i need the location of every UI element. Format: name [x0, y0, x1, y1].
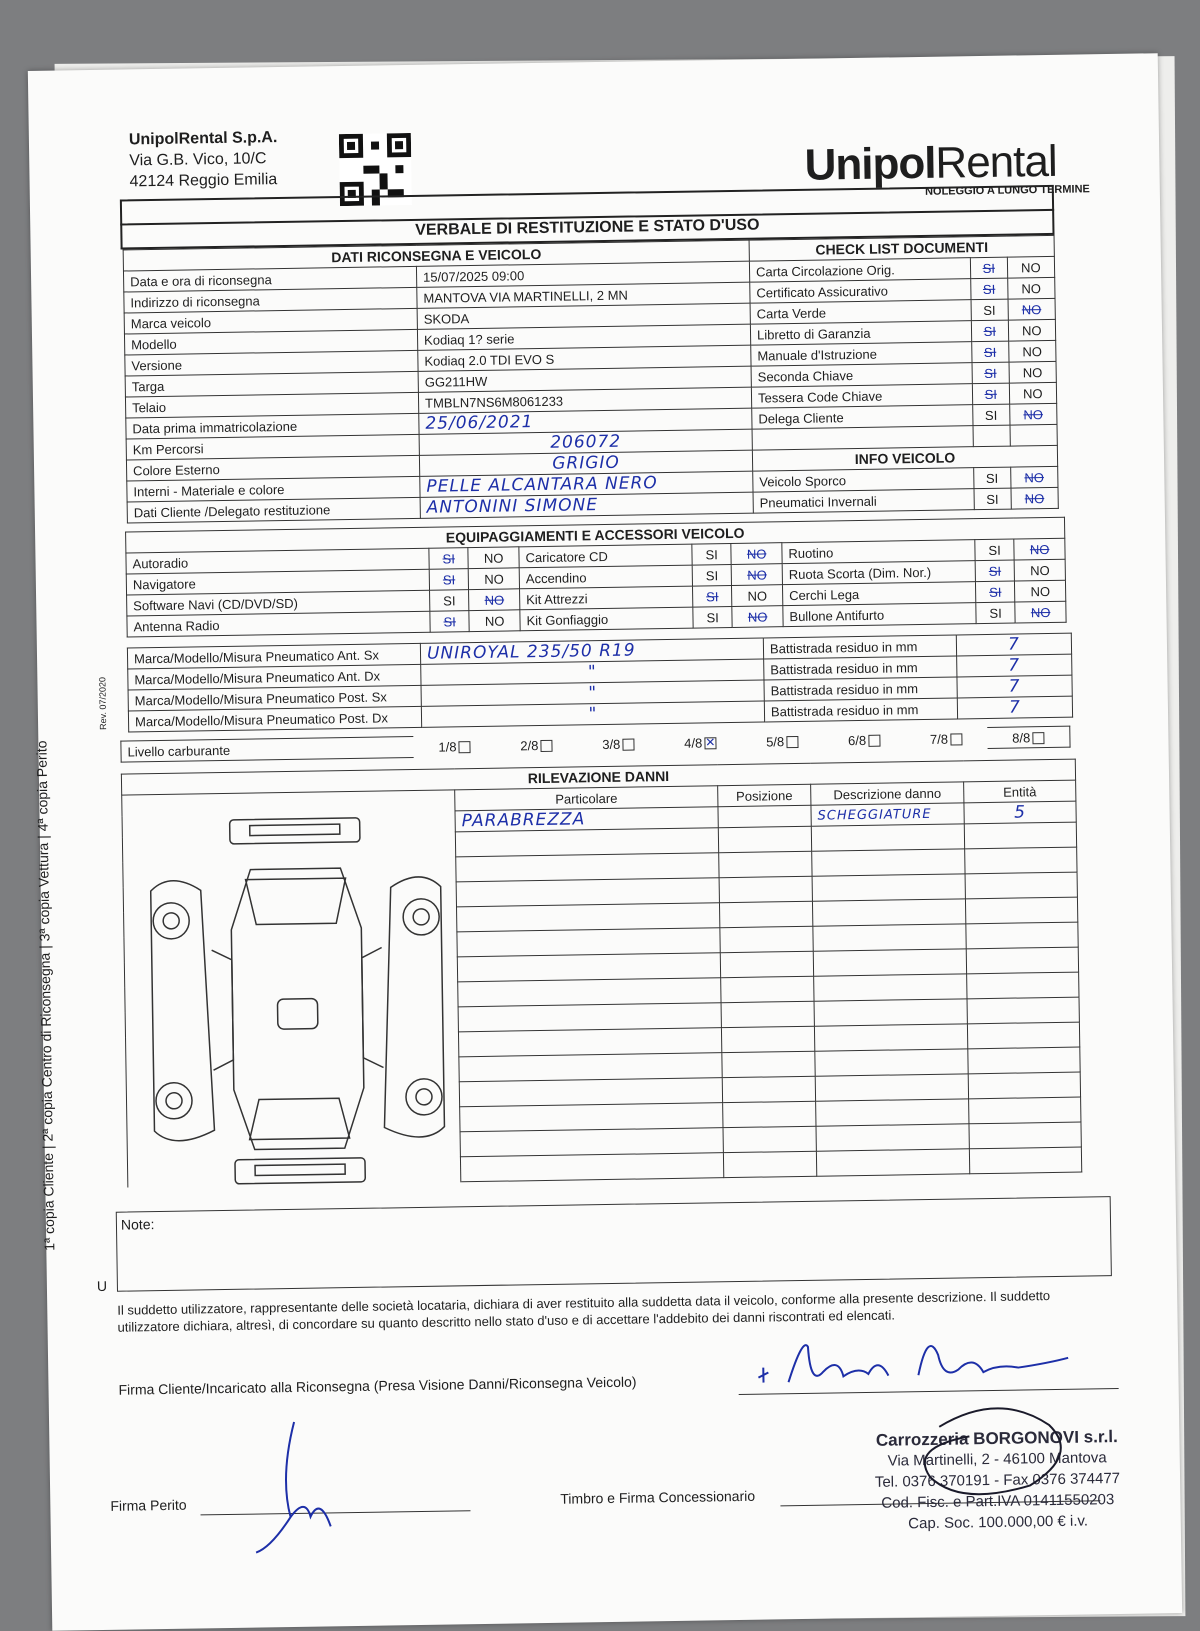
stamp-cap: Cap. Soc. 100.000,00 € i.v.: [908, 1512, 1089, 1533]
danni-header: RILEVAZIONE DANNI: [121, 759, 1075, 795]
equip-header: EQUIPAGGIAMENTI E ACCESSORI VEICOLO: [126, 517, 1065, 553]
logo-tagline: NOLEGGIO A LUNGO TERMINE: [924, 183, 1090, 198]
car-damage-diagram-icon: [129, 806, 465, 1201]
table-row: Marca/Modello/Misura Pneumatico Ant. Dx " Battistrada residuo in mm 7: [128, 654, 1072, 690]
company-address-line2: 42124 Reggio Emilia: [129, 171, 278, 191]
dati-checklist-table: [123, 235, 1059, 524]
perito-signature-label: Firma Perito: [110, 1496, 187, 1514]
checkbox-icon: [622, 739, 634, 751]
table-row: PARABREZZA SCHEGGIATURE 5: [122, 801, 1076, 837]
table-row: Targa GG211HW Seconda Chiave SI NO: [125, 361, 1056, 397]
checkbox-icon: [950, 733, 962, 745]
table-row: Data e ora di riconsegna 15/07/2025 09:00 Carta Circolazione Orig. SI NO: [123, 256, 1054, 292]
revision-label: Rev. 07/2020: [97, 676, 109, 730]
stamp-address: Via Martinelli, 2 - 46100 Mantova: [887, 1449, 1107, 1470]
unipolrental-logo: UnipolRental NOLEGGIO A LUNGO TERMINE: [804, 136, 1090, 198]
checkbox-icon: [868, 735, 880, 747]
dati-header: DATI RICONSEGNA E VEICOLO: [123, 240, 749, 271]
checkbox-icon: [540, 740, 552, 752]
pneumatici-table: [127, 633, 1073, 733]
table-row: Dati Cliente /Delegato restituzione ANTONINI SIMONE Pneumatici Invernali SI NO: [127, 487, 1058, 523]
document-sheet: [28, 53, 1182, 1631]
stamp-signature-icon: [879, 1394, 1121, 1508]
client-signature-icon: [748, 1323, 1079, 1398]
table-row: Versione Kodiaq 2.0 TDI EVO S Manuale d'Istruzione SI NO: [125, 340, 1056, 376]
carburante-table: [120, 726, 1070, 763]
table-row: Colore Esterno GRIGIO INFO VEICOLO: [126, 445, 1057, 481]
table-row: Km Percorsi 206072: [126, 424, 1057, 460]
document-title: VERBALE DI RESTITUZIONE E STATO D'USO: [120, 209, 1054, 250]
checkbox-icon: [1032, 732, 1044, 744]
dealer-signature-label: Timbro e Firma Concessionario: [560, 1487, 756, 1507]
checkbox-icon: [786, 736, 798, 748]
stamp-name: Carrozzeria BORGONOVI s.r.l.: [875, 1427, 1118, 1450]
danni-table: RILEVAZIONE DANNI Particolare Posizione Descrizione danno Entità PARABREZZA SCHEGGIATURE 5: [121, 759, 1082, 1188]
table-row: Data prima immatricolazione 25/06/2021 Delega Cliente SI NO: [126, 403, 1057, 439]
declaration-text: Il suddetto utilizzatore, rappresentante delle società locataria, dichiara di aver restituito alla suddetta data il veicolo, conforme alla presente descrizione. Il suddetto utilizzatore dichiara, altresì, di concordare su quanto descritto nello stato d'uso e di accettare l'addebito dei danni riscontrati ed elencati.: [117, 1288, 1051, 1335]
table-row: Telaio TMBLN7NS6M8061233 Tessera Code Chiave SI NO: [125, 382, 1056, 418]
checklist-header: CHECK LIST DOCUMENTI: [749, 235, 1054, 261]
notes-box: [116, 1196, 1112, 1292]
table-row: Antenna Radio SI NO Kit Gonfiaggio SI NO Bullone Antifurto SI NO: [127, 601, 1066, 637]
table-row: Interni - Materiale e colore PELLE ALCANTARA NERO Veicolo Sporco SI NO: [127, 466, 1058, 502]
corner-mark: U: [96, 1277, 108, 1295]
stamp-tel: Tel. 0376 370191 - Fax 0376 374477: [874, 1469, 1121, 1491]
table-row: Livello carburante 1/8 2/8 3/8 4/8 ✕ 5/8 6/8 7/8 8/8: [121, 726, 1070, 762]
client-signature-label: Firma Cliente/Incaricato alla Riconsegna (Presa Visione Danni/Riconsegna Veicolo): [118, 1373, 637, 1398]
notes-label: Note:: [120, 1216, 155, 1233]
table-row: Software Navi (CD/DVD/SD) SI NO Kit Attrezzi SI NO Cerchi Lega SI NO: [127, 580, 1066, 616]
table-row: Marca/Modello/Misura Pneumatico Post. Sx " Battistrada residuo in mm 7: [128, 675, 1072, 711]
table-row: Marca/Modello/Misura Pneumatico Post. Dx " Battistrada residuo in mm 7: [128, 696, 1072, 732]
table-row: Marca/Modello/Misura Pneumatico Ant. Sx UNIROYAL 235/50 R19 Battistrada residuo in mm 7: [127, 633, 1071, 669]
copy-distribution-sidebar: 1ª copia Cliente | 2ª copia Centro di Riconsegna | 3ª copia Vettura | 4ª copia Perito: [33, 740, 58, 1251]
equipaggiamenti-table: [125, 517, 1067, 638]
table-row: Marca veicolo SKODA Carta Verde SI NO: [124, 298, 1055, 334]
company-address-line1: Via G.B. Vico, 10/C: [129, 150, 267, 170]
checkbox-icon: [458, 741, 470, 753]
company-address: [129, 127, 278, 192]
perito-signature-icon: [249, 1416, 341, 1557]
info-veicolo-header: INFO VEICOLO: [752, 445, 1057, 471]
table-row: Modello Kodiaq 1? serie Libretto di Garanzia SI NO: [124, 319, 1055, 355]
table-row: Autoradio SI NO Caricatore CD SI NO Ruotino SI NO: [126, 538, 1065, 574]
checked-box-icon: ✕: [705, 735, 716, 750]
table-row: Indirizzo di riconsegna MANTOVA VIA MARTINELLI, 2 MN Certificato Assicurativo SI NO: [124, 277, 1055, 313]
company-name: UnipolRental S.p.A.: [128, 129, 278, 149]
table-row: Navigatore SI NO Accendino SI NO Ruota Scorta (Dim. Nor.) SI NO: [126, 559, 1065, 595]
stamp-cf: Cod. Fisc. e Part.IVA 01411550203: [881, 1491, 1115, 1512]
